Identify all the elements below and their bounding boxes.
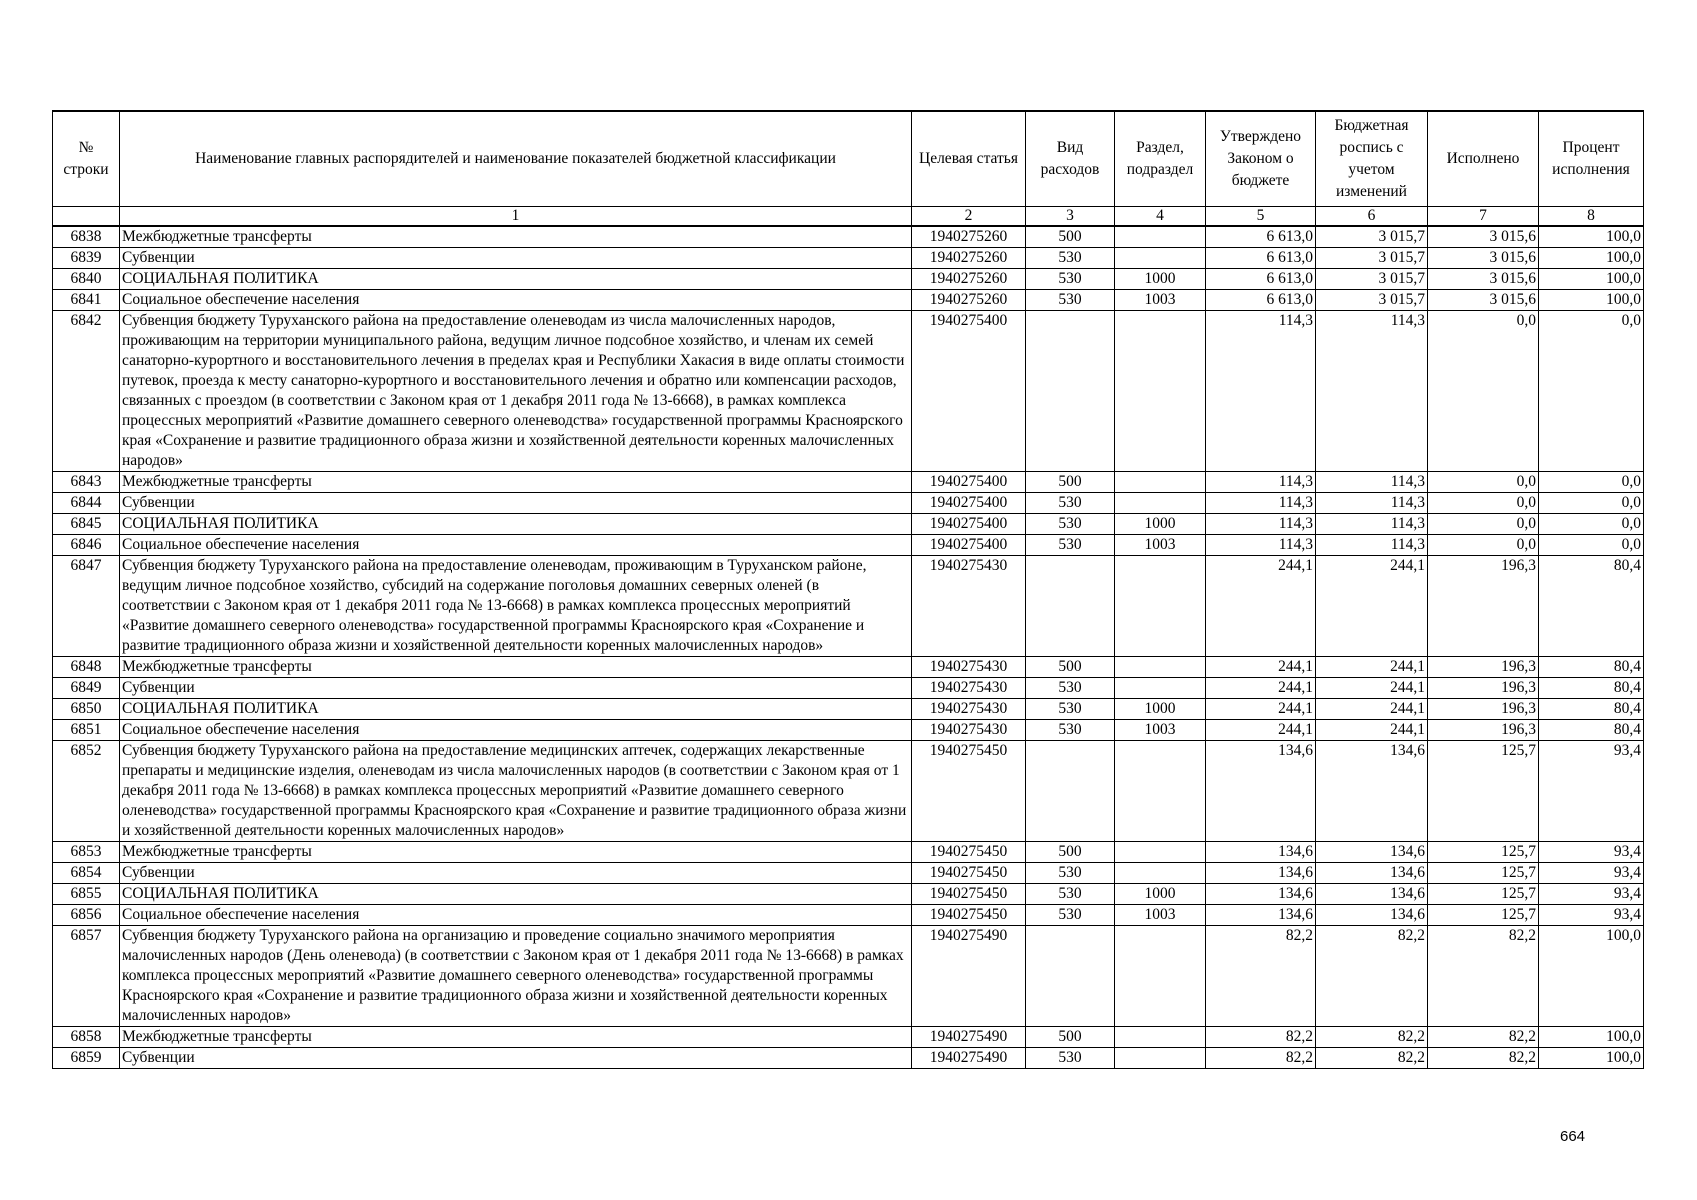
table-row: [53, 678, 1644, 699]
executed-amount-cell: 82,2: [1428, 926, 1539, 1027]
expense-kind-cell: 530: [1026, 269, 1115, 290]
column-number: 1: [120, 207, 912, 227]
indicator-name-cell: Социальное обеспечение населения: [120, 905, 912, 926]
expense-kind-cell: 500: [1026, 1027, 1115, 1048]
percent-cell: 80,4: [1539, 720, 1644, 741]
budget-amount-cell: 244,1: [1316, 678, 1428, 699]
section-cell: [1115, 863, 1206, 884]
section-cell: 1000: [1115, 269, 1206, 290]
indicator-name-cell: Межбюджетные трансферты: [120, 226, 912, 248]
table-row: [53, 657, 1644, 678]
budget-amount-cell: 134,6: [1316, 863, 1428, 884]
indicator-name-cell: Субвенция бюджету Туруханского района на организацию и проведение социально значимого мероприятия малочисленных народов (День оленевода) (в соответствии с Законом края от 1 декабря 2011 года № 13-6668) в рамках комплекса процессных мероприятий «Развитие домашнего северного оленеводства» государственной программы Красноярского края «Сохранение и развитие традиционного образа жизни и хозяйственной деятельности коренных малочисленных народов»: [120, 926, 912, 1027]
budget-amount-cell: 82,2: [1316, 1048, 1428, 1069]
percent-cell: 0,0: [1539, 535, 1644, 556]
expense-kind-cell: 500: [1026, 472, 1115, 493]
row-number-cell: 6840: [53, 269, 120, 290]
column-number: 6: [1316, 207, 1428, 227]
indicator-name-cell: СОЦИАЛЬНАЯ ПОЛИТИКА: [120, 884, 912, 905]
budget-amount-cell: 244,1: [1316, 720, 1428, 741]
section-cell: [1115, 678, 1206, 699]
percent-cell: 0,0: [1539, 472, 1644, 493]
row-number-cell: 6851: [53, 720, 120, 741]
target-article-cell: 1940275490: [912, 926, 1026, 1027]
percent-cell: 80,4: [1539, 699, 1644, 720]
executed-amount-cell: 125,7: [1428, 905, 1539, 926]
expense-kind-cell: [1026, 556, 1115, 657]
header-executed: Исполнено: [1428, 111, 1539, 207]
target-article-cell: 1940275490: [912, 1027, 1026, 1048]
header-approved: Утверждено Законом о бюджете: [1206, 111, 1316, 207]
expense-kind-cell: 530: [1026, 863, 1115, 884]
target-article-cell: 1940275400: [912, 311, 1026, 472]
indicator-name-cell: СОЦИАЛЬНАЯ ПОЛИТИКА: [120, 514, 912, 535]
approved-amount-cell: 134,6: [1206, 863, 1316, 884]
approved-amount-cell: 244,1: [1206, 556, 1316, 657]
expense-kind-cell: 530: [1026, 905, 1115, 926]
column-number: 8: [1539, 207, 1644, 227]
row-number-cell: 6852: [53, 741, 120, 842]
indicator-name-cell: Социальное обеспечение населения: [120, 535, 912, 556]
row-number-cell: 6850: [53, 699, 120, 720]
approved-amount-cell: 244,1: [1206, 699, 1316, 720]
percent-cell: 100,0: [1539, 290, 1644, 311]
table-row: [53, 514, 1644, 535]
executed-amount-cell: 3 015,6: [1428, 269, 1539, 290]
approved-amount-cell: 114,3: [1206, 472, 1316, 493]
target-article-cell: 1940275430: [912, 556, 1026, 657]
indicator-name-cell: Субвенции: [120, 863, 912, 884]
table-row: [53, 248, 1644, 269]
row-number-cell: 6845: [53, 514, 120, 535]
indicator-name-cell: Межбюджетные трансферты: [120, 1027, 912, 1048]
row-number-cell: 6857: [53, 926, 120, 1027]
percent-cell: 100,0: [1539, 926, 1644, 1027]
budget-amount-cell: 134,6: [1316, 842, 1428, 863]
row-number-cell: 6853: [53, 842, 120, 863]
budget-amount-cell: 82,2: [1316, 926, 1428, 1027]
column-number: 3: [1026, 207, 1115, 227]
approved-amount-cell: 134,6: [1206, 905, 1316, 926]
executed-amount-cell: 0,0: [1428, 514, 1539, 535]
target-article-cell: 1940275400: [912, 514, 1026, 535]
executed-amount-cell: 196,3: [1428, 720, 1539, 741]
target-article-cell: 1940275400: [912, 535, 1026, 556]
column-number: 5: [1206, 207, 1316, 227]
row-number-cell: 6839: [53, 248, 120, 269]
page-number: 664: [1560, 1128, 1586, 1145]
approved-amount-cell: 6 613,0: [1206, 226, 1316, 248]
section-cell: 1003: [1115, 720, 1206, 741]
row-number-cell: 6846: [53, 535, 120, 556]
budget-amount-cell: 134,6: [1316, 884, 1428, 905]
column-number: 4: [1115, 207, 1206, 227]
budget-amount-cell: 114,3: [1316, 472, 1428, 493]
approved-amount-cell: 244,1: [1206, 678, 1316, 699]
indicator-name-cell: Субвенция бюджету Туруханского района на предоставление медицинских аптечек, содержащих лекарственные препараты и медицинские изделия, оленеводам из числа малочисленных народов (в соответствии с Законом края от 1 декабря 2011 года № 13-6668) в рамках комплекса процессных мероприятий «Развитие домашнего северного оленеводства» государственной программы Красноярского края «Сохранение и развитие традиционного образа жизни и хозяйственной деятельности коренных малочисленных народов»: [120, 741, 912, 842]
expense-kind-cell: 530: [1026, 884, 1115, 905]
column-number: 2: [912, 207, 1026, 227]
executed-amount-cell: 3 015,6: [1428, 226, 1539, 248]
executed-amount-cell: 196,3: [1428, 657, 1539, 678]
executed-amount-cell: 3 015,6: [1428, 248, 1539, 269]
target-article-cell: 1940275430: [912, 720, 1026, 741]
table-row: [53, 926, 1644, 1027]
table-row: [53, 1048, 1644, 1069]
approved-amount-cell: 134,6: [1206, 741, 1316, 842]
table-row: [53, 884, 1644, 905]
indicator-name-cell: Социальное обеспечение населения: [120, 290, 912, 311]
section-cell: [1115, 1027, 1206, 1048]
expense-kind-cell: 530: [1026, 1048, 1115, 1069]
percent-cell: 93,4: [1539, 842, 1644, 863]
percent-cell: 100,0: [1539, 226, 1644, 248]
indicator-name-cell: Межбюджетные трансферты: [120, 472, 912, 493]
budget-amount-cell: 134,6: [1316, 741, 1428, 842]
target-article-cell: 1940275450: [912, 863, 1026, 884]
budget-amount-cell: 114,3: [1316, 514, 1428, 535]
row-number-cell: 6844: [53, 493, 120, 514]
table-row: [53, 493, 1644, 514]
percent-cell: 80,4: [1539, 678, 1644, 699]
percent-cell: 100,0: [1539, 248, 1644, 269]
table-row: [53, 226, 1644, 248]
percent-cell: 80,4: [1539, 556, 1644, 657]
section-cell: 1003: [1115, 905, 1206, 926]
header-target-article: Целевая статья: [912, 111, 1026, 207]
budget-amount-cell: 244,1: [1316, 699, 1428, 720]
indicator-name-cell: Субвенции: [120, 678, 912, 699]
approved-amount-cell: 114,3: [1206, 535, 1316, 556]
table-row: [53, 699, 1644, 720]
target-article-cell: 1940275450: [912, 884, 1026, 905]
indicator-name-cell: Субвенции: [120, 493, 912, 514]
expense-kind-cell: 500: [1026, 226, 1115, 248]
section-cell: [1115, 926, 1206, 1027]
executed-amount-cell: 125,7: [1428, 842, 1539, 863]
budget-amount-cell: 3 015,7: [1316, 290, 1428, 311]
executed-amount-cell: 82,2: [1428, 1027, 1539, 1048]
budget-amount-cell: 3 015,7: [1316, 226, 1428, 248]
budget-amount-cell: 114,3: [1316, 535, 1428, 556]
approved-amount-cell: 244,1: [1206, 720, 1316, 741]
budget-amount-cell: 134,6: [1316, 905, 1428, 926]
section-cell: [1115, 248, 1206, 269]
expense-kind-cell: 530: [1026, 535, 1115, 556]
table-row: [53, 842, 1644, 863]
indicator-name-cell: СОЦИАЛЬНАЯ ПОЛИТИКА: [120, 699, 912, 720]
section-cell: [1115, 556, 1206, 657]
approved-amount-cell: 134,6: [1206, 884, 1316, 905]
table-row: [53, 863, 1644, 884]
section-cell: [1115, 493, 1206, 514]
indicator-name-cell: Межбюджетные трансферты: [120, 657, 912, 678]
target-article-cell: 1940275260: [912, 248, 1026, 269]
target-article-cell: 1940275400: [912, 493, 1026, 514]
executed-amount-cell: 125,7: [1428, 741, 1539, 842]
percent-cell: 93,4: [1539, 741, 1644, 842]
percent-cell: 100,0: [1539, 269, 1644, 290]
expense-kind-cell: [1026, 741, 1115, 842]
indicator-name-cell: Субвенции: [120, 1048, 912, 1069]
row-number-cell: 6859: [53, 1048, 120, 1069]
row-number-cell: 6843: [53, 472, 120, 493]
target-article-cell: 1940275260: [912, 269, 1026, 290]
header-percent: Процент исполнения: [1539, 111, 1644, 207]
budget-amount-cell: 114,3: [1316, 311, 1428, 472]
approved-amount-cell: 82,2: [1206, 1048, 1316, 1069]
target-article-cell: 1940275260: [912, 290, 1026, 311]
row-number-cell: 6855: [53, 884, 120, 905]
column-number: [53, 207, 120, 227]
percent-cell: 93,4: [1539, 863, 1644, 884]
percent-cell: 93,4: [1539, 905, 1644, 926]
section-cell: [1115, 472, 1206, 493]
table-row: [53, 720, 1644, 741]
row-number-cell: 6848: [53, 657, 120, 678]
indicator-name-cell: Субвенция бюджету Туруханского района на предоставление оленеводам из числа малочисленных народов, проживающим на территории муниципального района, ведущим личное подсобное хозяйство, и членам их семей санаторно-курортного и восстановительного лечения в пределах края и Республики Хакасия в виде оплаты стоимости путевок, проезда к месту санаторно-курортного и восстановительного лечения и обратно или компенсации расходов, связанных с проездом (в соответствии с Законом края от 1 декабря 2011 года № 13-6668), в рамках комплекса процессных мероприятий «Развитие домашнего северного оленеводства» государственной программы Красноярского края «Сохранение и развитие традиционного образа жизни и хозяйственной деятельности коренных малочисленных народов»: [120, 311, 912, 472]
section-cell: [1115, 657, 1206, 678]
approved-amount-cell: 114,3: [1206, 493, 1316, 514]
table-row: [53, 556, 1644, 657]
row-number-cell: 6858: [53, 1027, 120, 1048]
executed-amount-cell: 196,3: [1428, 699, 1539, 720]
executed-amount-cell: 0,0: [1428, 493, 1539, 514]
percent-cell: 0,0: [1539, 514, 1644, 535]
executed-amount-cell: 0,0: [1428, 311, 1539, 472]
expense-kind-cell: 530: [1026, 678, 1115, 699]
budget-amount-cell: 3 015,7: [1316, 248, 1428, 269]
approved-amount-cell: 6 613,0: [1206, 269, 1316, 290]
section-cell: [1115, 1048, 1206, 1069]
indicator-name-cell: Социальное обеспечение населения: [120, 720, 912, 741]
table-row: [53, 269, 1644, 290]
indicator-name-cell: Межбюджетные трансферты: [120, 842, 912, 863]
row-number-cell: 6847: [53, 556, 120, 657]
table-row: [53, 290, 1644, 311]
expense-kind-cell: 500: [1026, 657, 1115, 678]
target-article-cell: 1940275450: [912, 741, 1026, 842]
expense-kind-cell: 530: [1026, 248, 1115, 269]
budget-amount-cell: 3 015,7: [1316, 269, 1428, 290]
table-header-row: [53, 111, 1644, 207]
table-row: [53, 741, 1644, 842]
target-article-cell: 1940275400: [912, 472, 1026, 493]
table-row: [53, 535, 1644, 556]
row-number-cell: 6841: [53, 290, 120, 311]
indicator-name-cell: СОЦИАЛЬНАЯ ПОЛИТИКА: [120, 269, 912, 290]
expense-kind-cell: 530: [1026, 699, 1115, 720]
executed-amount-cell: 196,3: [1428, 556, 1539, 657]
percent-cell: 100,0: [1539, 1027, 1644, 1048]
target-article-cell: 1940275430: [912, 699, 1026, 720]
expense-kind-cell: 530: [1026, 493, 1115, 514]
header-expense-kind: Вид расходов: [1026, 111, 1115, 207]
column-number: 7: [1428, 207, 1539, 227]
section-cell: [1115, 741, 1206, 842]
executed-amount-cell: 82,2: [1428, 1048, 1539, 1069]
budget-amount-cell: 82,2: [1316, 1027, 1428, 1048]
percent-cell: 80,4: [1539, 657, 1644, 678]
section-cell: 1003: [1115, 535, 1206, 556]
expense-kind-cell: 500: [1026, 842, 1115, 863]
budget-amount-cell: 114,3: [1316, 493, 1428, 514]
budget-amount-cell: 244,1: [1316, 657, 1428, 678]
table-row: [53, 311, 1644, 472]
row-number-cell: 6854: [53, 863, 120, 884]
executed-amount-cell: 0,0: [1428, 535, 1539, 556]
budget-execution-table: [52, 110, 1644, 1069]
section-cell: [1115, 226, 1206, 248]
approved-amount-cell: 244,1: [1206, 657, 1316, 678]
expense-kind-cell: 530: [1026, 290, 1115, 311]
section-cell: [1115, 842, 1206, 863]
column-number-row: [53, 207, 1644, 227]
approved-amount-cell: 114,3: [1206, 514, 1316, 535]
approved-amount-cell: 134,6: [1206, 842, 1316, 863]
executed-amount-cell: 0,0: [1428, 472, 1539, 493]
percent-cell: 0,0: [1539, 311, 1644, 472]
executed-amount-cell: 125,7: [1428, 863, 1539, 884]
target-article-cell: 1940275430: [912, 678, 1026, 699]
approved-amount-cell: 114,3: [1206, 311, 1316, 472]
row-number-cell: 6849: [53, 678, 120, 699]
target-article-cell: 1940275490: [912, 1048, 1026, 1069]
table-row: [53, 905, 1644, 926]
row-number-cell: 6842: [53, 311, 120, 472]
header-row-number: № строки: [53, 111, 120, 207]
table-row: [53, 1027, 1644, 1048]
row-number-cell: 6856: [53, 905, 120, 926]
budget-amount-cell: 244,1: [1316, 556, 1428, 657]
row-number-cell: 6838: [53, 226, 120, 248]
target-article-cell: 1940275450: [912, 842, 1026, 863]
header-section: Раздел, подраздел: [1115, 111, 1206, 207]
indicator-name-cell: Субвенции: [120, 248, 912, 269]
percent-cell: 100,0: [1539, 1048, 1644, 1069]
expense-kind-cell: 530: [1026, 514, 1115, 535]
section-cell: [1115, 311, 1206, 472]
table-row: [53, 472, 1644, 493]
approved-amount-cell: 82,2: [1206, 926, 1316, 1027]
target-article-cell: 1940275260: [912, 226, 1026, 248]
target-article-cell: 1940275430: [912, 657, 1026, 678]
executed-amount-cell: 3 015,6: [1428, 290, 1539, 311]
section-cell: 1000: [1115, 884, 1206, 905]
percent-cell: 0,0: [1539, 493, 1644, 514]
executed-amount-cell: 196,3: [1428, 678, 1539, 699]
indicator-name-cell: Субвенция бюджету Туруханского района на предоставление оленеводам, проживающим в Туруханском районе, ведущим личное подсобное хозяйство, субсидий на содержание поголовья домашних северных оленей (в соответствии с Законом края от 1 декабря 2011 года № 13-6668) в рамках комплекса процессных мероприятий «Развитие домашнего северного оленеводства» государственной программы Красноярского края «Сохранение и развитие традиционного образа жизни и хозяйственной деятельности коренных малочисленных народов»: [120, 556, 912, 657]
percent-cell: 93,4: [1539, 884, 1644, 905]
expense-kind-cell: [1026, 926, 1115, 1027]
header-name: Наименование главных распорядителей и наименование показателей бюджетной классификации: [120, 111, 912, 207]
approved-amount-cell: 6 613,0: [1206, 290, 1316, 311]
executed-amount-cell: 125,7: [1428, 884, 1539, 905]
expense-kind-cell: 530: [1026, 720, 1115, 741]
expense-kind-cell: [1026, 311, 1115, 472]
approved-amount-cell: 6 613,0: [1206, 248, 1316, 269]
header-budget-schedule: Бюджетная роспись с учетом изменений: [1316, 111, 1428, 207]
section-cell: 1003: [1115, 290, 1206, 311]
approved-amount-cell: 82,2: [1206, 1027, 1316, 1048]
section-cell: 1000: [1115, 699, 1206, 720]
section-cell: 1000: [1115, 514, 1206, 535]
target-article-cell: 1940275450: [912, 905, 1026, 926]
